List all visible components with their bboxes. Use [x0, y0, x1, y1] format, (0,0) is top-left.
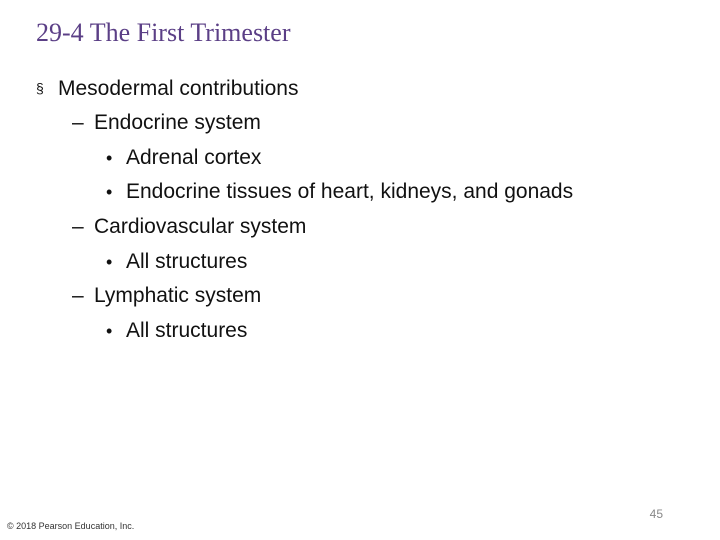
page-number: 45 — [649, 507, 663, 521]
dash-bullet-icon: – — [72, 111, 84, 134]
bullet-level3-endocrine-tissues — [106, 180, 573, 204]
bullet-level2-cardiovascular — [72, 215, 306, 239]
dash-bullet-icon: – — [72, 215, 84, 238]
section-bullet-icon: § — [36, 80, 44, 96]
bullet-level2-lymphatic — [72, 284, 261, 308]
copyright-notice: © 2018 Pearson Education, Inc. — [7, 521, 135, 531]
bullet-level2-endocrine — [72, 111, 261, 135]
bullet-text: All structures — [126, 319, 248, 342]
dash-bullet-icon: – — [72, 284, 84, 307]
dot-bullet-icon: • — [106, 148, 113, 168]
dot-bullet-icon: • — [106, 182, 113, 202]
bullet-text: Endocrine system — [94, 111, 261, 134]
bullet-text: Mesodermal contributions — [58, 77, 299, 100]
dot-bullet-icon: • — [106, 252, 113, 272]
bullet-text: Cardiovascular system — [94, 215, 307, 238]
bullet-text: Lymphatic system — [94, 284, 262, 307]
bullet-text: Adrenal cortex — [126, 146, 262, 169]
dot-bullet-icon: • — [106, 321, 113, 341]
bullet-level3-all-structures — [106, 250, 247, 274]
slide-title: 29-4 The First Trimester — [36, 18, 291, 47]
bullet-level1-mesodermal — [36, 76, 298, 101]
bullet-text: All structures — [126, 250, 248, 273]
bullet-text: Endocrine tissues of heart, kidneys, and gonads — [126, 180, 574, 203]
bullet-level3-all-structures — [106, 319, 247, 343]
bullet-level3-adrenal — [106, 146, 261, 170]
